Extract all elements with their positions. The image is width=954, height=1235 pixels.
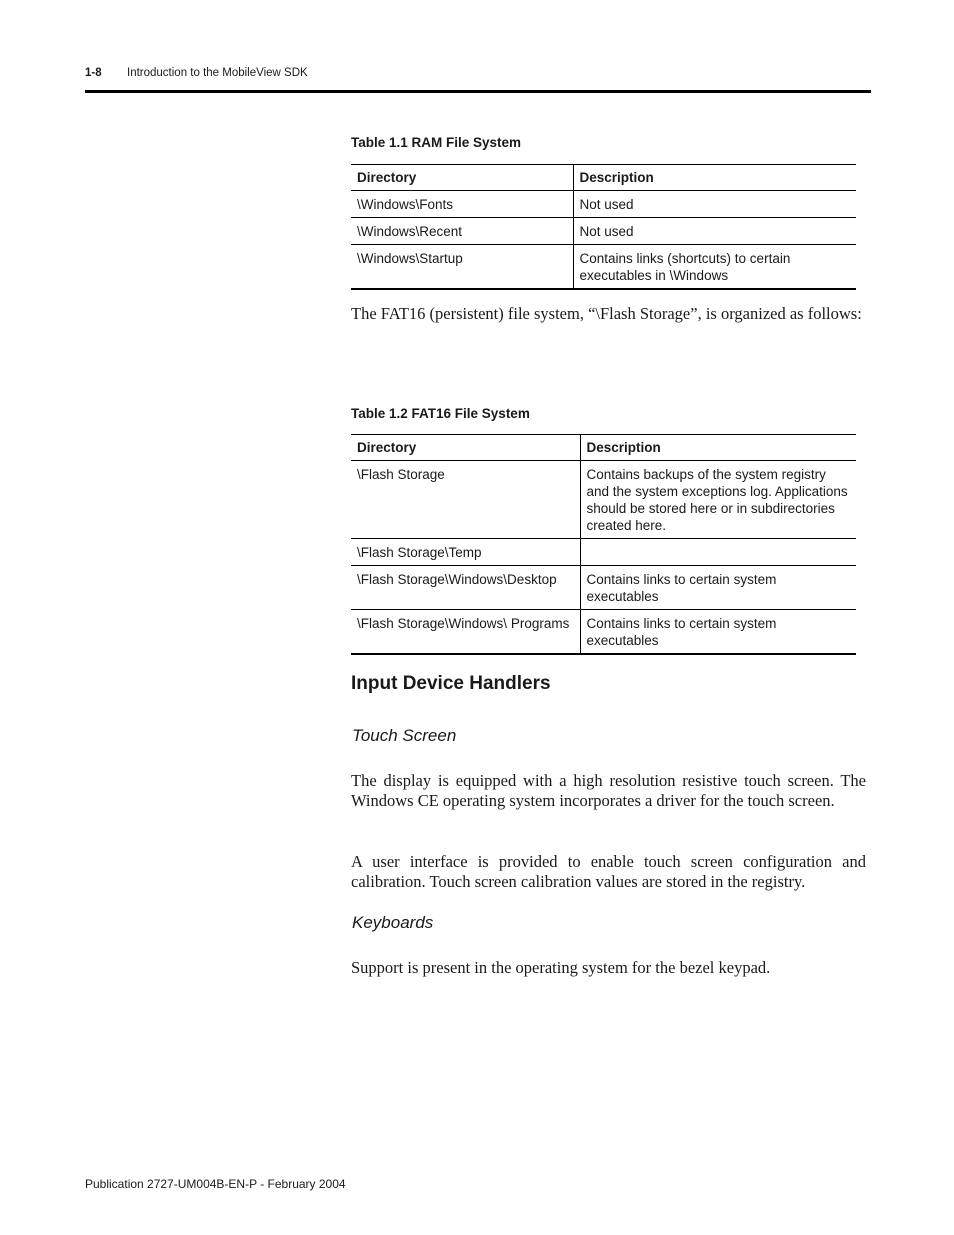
cell-description: Contains links to certain system executables [580, 566, 856, 610]
page-number: 1-8 [85, 67, 102, 79]
table-header-row [351, 435, 856, 461]
cell-description: Contains backups of the system registry and the system exceptions log. Applications should be stored here or in subdirectories created here. [580, 461, 856, 539]
cell-description: Not used [573, 191, 856, 218]
cell-directory: \Windows\Recent [351, 218, 573, 245]
table-row [351, 218, 856, 245]
touch-screen-paragraph-1: The display is equipped with a high resolution resistive touch screen. The Windows CE operating system incorporates a driver for the touch screen. [351, 771, 866, 810]
page-header [85, 66, 871, 93]
touch-screen-heading: Touch Screen [352, 726, 457, 745]
keyboards-heading: Keyboards [352, 913, 434, 932]
column-header-directory: Directory [351, 165, 573, 191]
ram-file-system-table [351, 164, 856, 290]
cell-directory: \Flash Storage [351, 461, 580, 539]
table-row [351, 245, 856, 290]
cell-description: Contains links to certain system executables [580, 610, 856, 655]
touch-screen-paragraph-2: A user interface is provided to enable touch screen configuration and calibration. Touch screen calibration values are stored in the registry. [351, 852, 866, 891]
column-header-directory: Directory [351, 435, 580, 461]
cell-directory: \Flash Storage\Windows\ Programs [351, 610, 580, 655]
column-header-description: Description [573, 165, 856, 191]
section-heading: Input Device Handlers [351, 673, 551, 694]
table2-caption: Table 1.2 FAT16 File System [351, 406, 530, 421]
table-row [351, 191, 856, 218]
cell-directory: \Flash Storage\Windows\Desktop [351, 566, 580, 610]
cell-description [580, 539, 856, 566]
publication-footer: Publication 2727-UM004B-EN-P - February 2004 [85, 1177, 346, 1191]
cell-description: Not used [573, 218, 856, 245]
column-header-description: Description [580, 435, 856, 461]
table-row [351, 566, 856, 610]
table1-caption: Table 1.1 RAM File System [351, 135, 522, 150]
cell-directory: \Flash Storage\Temp [351, 539, 580, 566]
keyboards-paragraph: Support is present in the operating system for the bezel keypad. [351, 958, 771, 977]
fat16-file-system-table [351, 434, 856, 655]
cell-description: Contains links (shortcuts) to certain executables in \Windows [573, 245, 856, 290]
cell-directory: \Windows\Fonts [351, 191, 573, 218]
chapter-title: Introduction to the MobileView SDK [127, 67, 308, 79]
table-row [351, 539, 856, 566]
table-row [351, 461, 856, 539]
fat16-intro-paragraph: The FAT16 (persistent) file system, “\Flash Storage”, is organized as follows: [351, 304, 862, 323]
cell-directory: \Windows\Startup [351, 245, 573, 290]
table-header-row [351, 165, 856, 191]
table-row [351, 610, 856, 655]
